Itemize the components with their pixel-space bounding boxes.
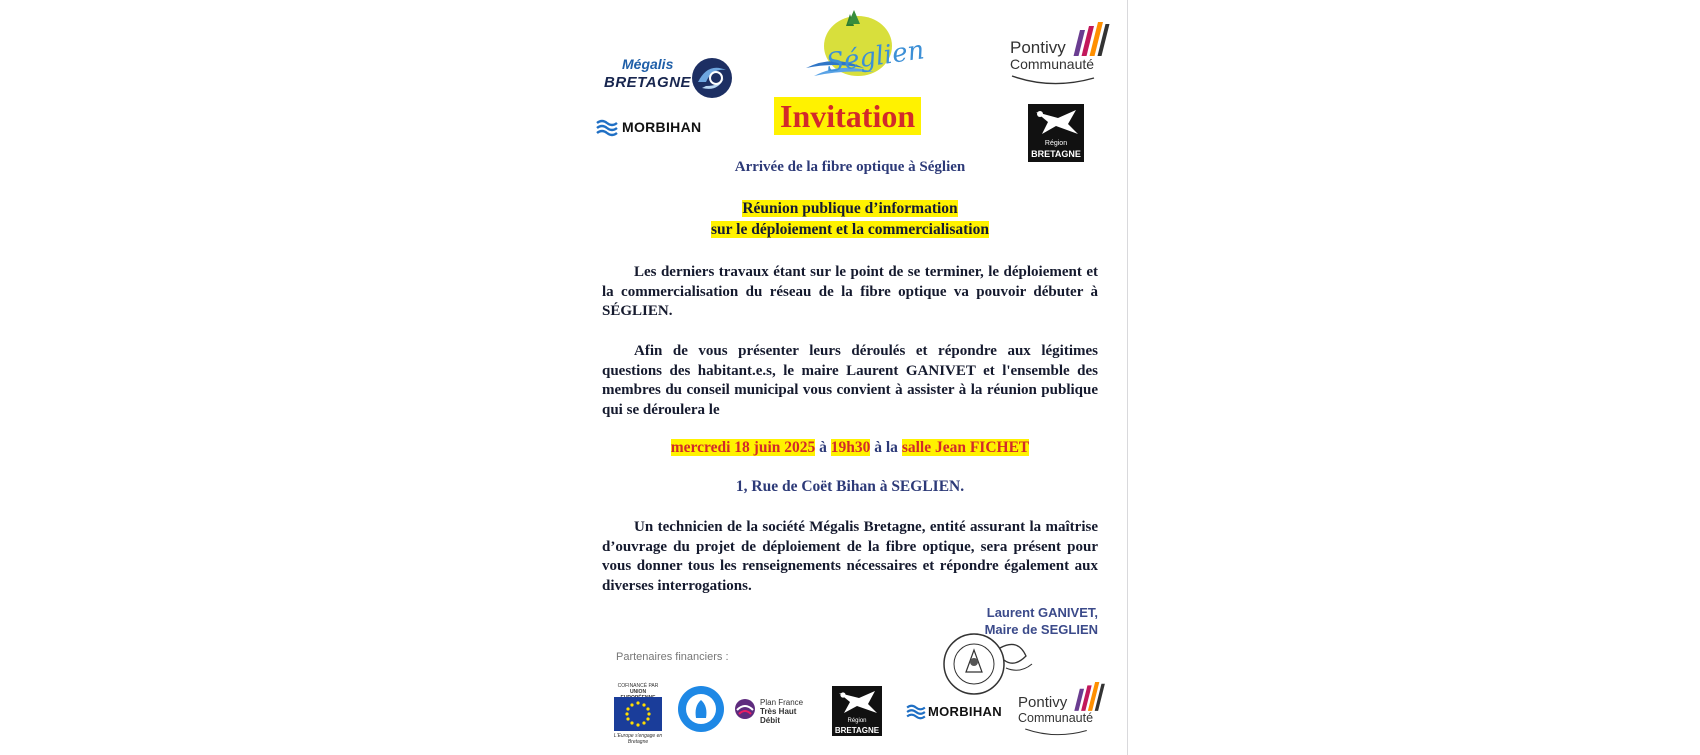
signature-role: Maire de SEGLIEN	[984, 622, 1098, 637]
eu-logo-bottom-text: L'Europe s'engage en Bretagne	[613, 733, 663, 745]
region-partner-big-text: BRETAGNE	[834, 726, 880, 735]
event-date: mercredi 18 juin 2025	[670, 439, 816, 456]
morbihan-partner-text: MORBIHAN	[928, 704, 1002, 719]
eu-logo-top-text: COFINANCÉ PAR	[617, 683, 659, 689]
plan-france-line2: Très Haut Débit	[760, 707, 797, 725]
morbihan-logo	[596, 118, 726, 138]
plan-france-line1: Plan France	[760, 698, 804, 707]
meeting-heading-line1	[590, 200, 1110, 218]
megalis-logo-bottom-text: BRETAGNE	[604, 74, 692, 91]
morbihan-waves-icon	[596, 119, 618, 137]
subtitle: Arrivée de la fibre optique à Séglien	[734, 159, 966, 175]
event-place: salle Jean FICHET	[901, 439, 1030, 456]
morbihan-partner-waves-icon	[906, 704, 926, 720]
region-bretagne-logo	[1028, 104, 1084, 162]
seglien-logo	[794, 8, 927, 90]
region-logo-small-text: Région	[1044, 140, 1068, 147]
seglien-logo-text: Séglien	[824, 35, 927, 79]
invitation-title: Invitation	[774, 97, 921, 135]
event-address: 1, Rue de Coët Bihan à SEGLIEN.	[735, 478, 965, 495]
region-logo-big-text: BRETAGNE	[1031, 149, 1081, 159]
paragraph-technician: Un technicien de la société Mégalis Bretagne, entité assurant la maîtrise d’ouvrage du projet de déploiement de la fibre optique, sera présent pour vous donner tous les renseignements nécessaires et répondre également aux diverses interrogations.	[602, 519, 1098, 594]
morbihan-partner-logo	[906, 703, 1006, 721]
invitation-document	[590, 0, 1110, 755]
pontivy-logo-line1: Pontivy	[1010, 38, 1066, 57]
event-details	[590, 439, 1110, 457]
meeting-heading-line2-text: sur le déploiement et la commercialisation	[711, 221, 989, 238]
region-bretagne-partner-logo	[832, 686, 882, 736]
paragraph-invitation: Afin de vous présenter leurs déroulés et répondre aux légitimes questions des habitant.e.s, le maire Laurent GANIVET et l'ensemble des membres du conseil municipal vous convient à assister à la réunion publique qui se déroulera le	[602, 343, 1098, 418]
pontivy-swoosh-icon	[1008, 72, 1098, 88]
paragraph-intro: Les derniers travaux étant sur le point de se terminer, le déploiement et la commercialisation du réseau de la fibre optique va pouvoir débuter à SÉGLIEN.	[602, 264, 1098, 319]
megalis-logo-top-text: Mégalis	[622, 56, 674, 72]
plan-france-thd-logo	[734, 697, 818, 723]
eu-flag-icon	[614, 697, 662, 731]
page-divider	[1127, 0, 1128, 755]
pontivy-logo-line2: Communauté	[1010, 56, 1095, 72]
pontivy-partner-logo	[1016, 682, 1106, 738]
morbihan-logo-text: MORBIHAN	[622, 119, 702, 135]
eu-logo	[612, 683, 664, 745]
signature-name: Laurent GANIVET,	[986, 605, 1098, 620]
pontivy-partner-swoosh-icon	[1016, 726, 1096, 738]
plan-france-icon	[734, 698, 756, 720]
megalis-bretagne-logo	[602, 52, 722, 100]
pontivy-partner-line2: Communauté	[1018, 711, 1094, 725]
event-separator-1: à	[815, 439, 831, 456]
investissement-avenir-icon	[676, 684, 726, 734]
eu-stars-icon	[614, 697, 662, 731]
region-ermine-icon	[1028, 104, 1084, 140]
region-partner-ermine-icon	[832, 686, 882, 718]
pontivy-communaute-logo	[1008, 22, 1108, 90]
partners-label: Partenaires financiers :	[616, 651, 729, 663]
event-time: 19h30	[830, 439, 871, 456]
meeting-heading-line2	[590, 221, 1110, 239]
pontivy-partner-line1: Pontivy	[1018, 694, 1068, 711]
meeting-heading-line1-text: Réunion publique d’information	[742, 200, 958, 217]
event-separator-2: à la	[870, 439, 902, 456]
megalis-swirl-icon	[690, 56, 734, 100]
eu-logo-name-text: UNION	[629, 689, 647, 695]
region-partner-small-text: Région	[847, 718, 867, 724]
